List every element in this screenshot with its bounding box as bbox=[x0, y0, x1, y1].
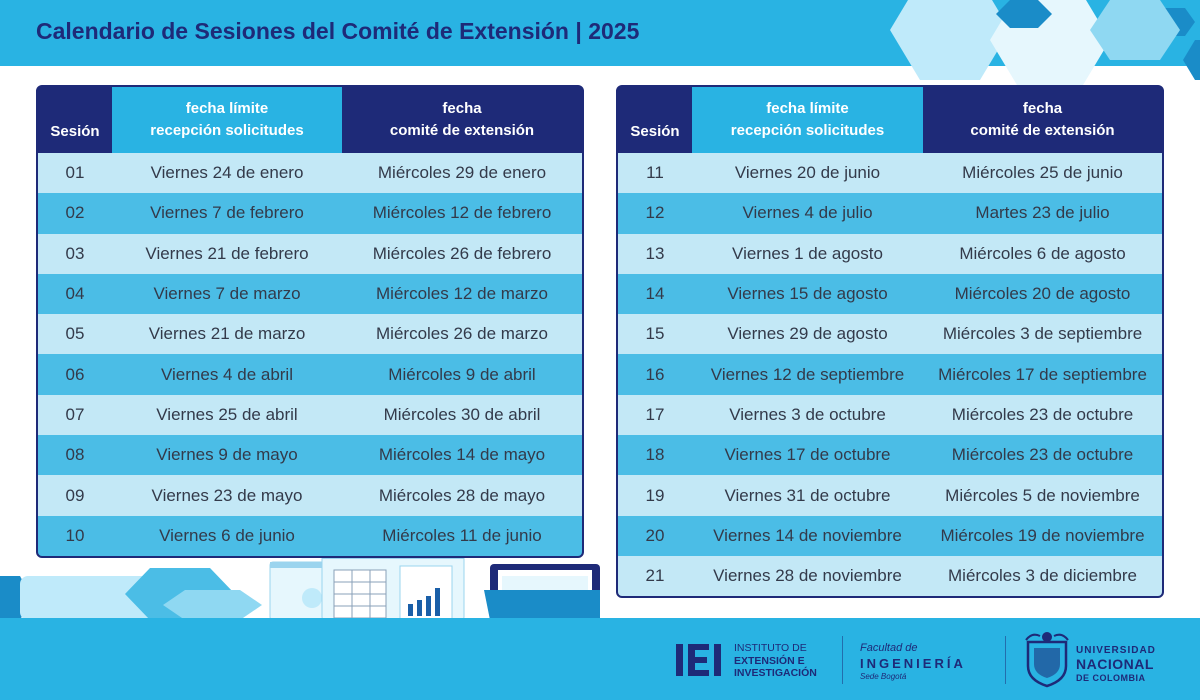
cell-fecha-comite: Miércoles 3 de septiembre bbox=[923, 314, 1162, 354]
cell-sesion: 12 bbox=[618, 193, 692, 233]
un-line3: DE COLOMBIA bbox=[1076, 673, 1146, 683]
cell-fecha-comite: Miércoles 23 de octubre bbox=[923, 435, 1162, 475]
cell-fecha-limite: Viernes 31 de octubre bbox=[692, 475, 923, 515]
cell-fecha-comite: Miércoles 25 de junio bbox=[923, 153, 1162, 193]
cell-sesion: 02 bbox=[38, 193, 112, 233]
cell-fecha-comite: Miércoles 20 de agosto bbox=[923, 274, 1162, 314]
table-row bbox=[38, 475, 582, 515]
cell-sesion: 08 bbox=[38, 435, 112, 475]
table-row bbox=[618, 354, 1162, 394]
cell-sesion: 11 bbox=[618, 153, 692, 193]
cell-fecha-comite: Miércoles 14 de mayo bbox=[342, 435, 582, 475]
cell-fecha-comite: Miércoles 26 de marzo bbox=[342, 314, 582, 354]
table-row bbox=[618, 516, 1162, 556]
un-line1: UNIVERSIDAD bbox=[1076, 645, 1156, 656]
cell-fecha-comite: Miércoles 19 de noviembre bbox=[923, 516, 1162, 556]
fac-line3: Sede Bogotá bbox=[860, 672, 907, 681]
iei-logo-text bbox=[734, 642, 817, 680]
cell-fecha-limite: Viernes 1 de agosto bbox=[692, 234, 923, 274]
cell-fecha-limite: Viernes 9 de mayo bbox=[112, 435, 342, 475]
cell-fecha-comite: Miércoles 12 de febrero bbox=[342, 193, 582, 233]
cell-sesion: 04 bbox=[38, 274, 112, 314]
page-title: Calendario de Sesiones del Comité de Extensión | 2025 bbox=[36, 18, 640, 44]
iei-line1: INSTITUTO DE bbox=[734, 642, 807, 654]
cell-fecha-limite: Viernes 28 de noviembre bbox=[692, 556, 923, 596]
fac-line2: INGENIERÍA bbox=[860, 656, 966, 671]
cell-fecha-comite: Miércoles 12 de marzo bbox=[342, 274, 582, 314]
footer-band bbox=[0, 618, 1200, 700]
cell-sesion: 13 bbox=[618, 234, 692, 274]
cell-fecha-limite: Viernes 14 de noviembre bbox=[692, 516, 923, 556]
cell-fecha-limite: Viernes 4 de julio bbox=[692, 193, 923, 233]
cell-fecha-limite: Viernes 7 de marzo bbox=[112, 274, 342, 314]
cell-fecha-limite: Viernes 12 de septiembre bbox=[692, 354, 923, 394]
cell-fecha-comite: Miércoles 30 de abril bbox=[342, 395, 582, 435]
table-row bbox=[618, 193, 1162, 233]
cell-fecha-limite: Viernes 15 de agosto bbox=[692, 274, 923, 314]
university-seal-icon bbox=[1022, 630, 1072, 688]
cell-fecha-comite: Miércoles 17 de septiembre bbox=[923, 354, 1162, 394]
cell-fecha-limite: Viernes 21 de febrero bbox=[112, 234, 342, 274]
iei-logo-icon bbox=[676, 642, 726, 678]
cell-fecha-comite: Miércoles 3 de diciembre bbox=[923, 556, 1162, 596]
cell-fecha-comite: Martes 23 de julio bbox=[923, 193, 1162, 233]
iei-line2: EXTENSIÓN E bbox=[734, 654, 805, 667]
cell-sesion: 16 bbox=[618, 354, 692, 394]
cell-fecha-limite: Viernes 4 de abril bbox=[112, 354, 342, 394]
table-row bbox=[38, 395, 582, 435]
cell-fecha-limite: Viernes 3 de octubre bbox=[692, 395, 923, 435]
header-sesion: Sesión bbox=[618, 87, 692, 153]
cell-sesion: 06 bbox=[38, 354, 112, 394]
cell-fecha-limite: Viernes 29 de agosto bbox=[692, 314, 923, 354]
cell-fecha-limite: Viernes 23 de mayo bbox=[112, 475, 342, 515]
table-row bbox=[38, 274, 582, 314]
cell-sesion: 21 bbox=[618, 556, 692, 596]
cell-fecha-limite: Viernes 25 de abril bbox=[112, 395, 342, 435]
cell-fecha-limite: Viernes 21 de marzo bbox=[112, 314, 342, 354]
table-row bbox=[618, 314, 1162, 354]
cell-fecha-limite: Viernes 24 de enero bbox=[112, 153, 342, 193]
facultad-logo-text bbox=[860, 640, 966, 682]
table-row bbox=[38, 435, 582, 475]
cell-fecha-limite: Viernes 6 de junio bbox=[112, 516, 342, 556]
header-fecha-comite: fecha comité de extensión bbox=[923, 87, 1162, 153]
logo-divider bbox=[842, 636, 843, 684]
cell-fecha-comite: Miércoles 11 de junio bbox=[342, 516, 582, 556]
cell-fecha-comite: Miércoles 5 de noviembre bbox=[923, 475, 1162, 515]
schedule-table-left bbox=[36, 85, 584, 558]
table-row bbox=[618, 435, 1162, 475]
table-header-row bbox=[38, 87, 582, 153]
cell-fecha-comite: Miércoles 29 de enero bbox=[342, 153, 582, 193]
table-row bbox=[618, 475, 1162, 515]
table-row bbox=[38, 193, 582, 233]
cell-sesion: 09 bbox=[38, 475, 112, 515]
cell-fecha-comite: Miércoles 23 de octubre bbox=[923, 395, 1162, 435]
cell-sesion: 01 bbox=[38, 153, 112, 193]
table-row bbox=[618, 556, 1162, 596]
table-row bbox=[38, 314, 582, 354]
header-fecha-limite: fecha límite recepción solicitudes bbox=[112, 87, 342, 153]
cell-sesion: 14 bbox=[618, 274, 692, 314]
logo-divider bbox=[1005, 636, 1006, 684]
cell-fecha-comite: Miércoles 9 de abril bbox=[342, 354, 582, 394]
header-sesion: Sesión bbox=[38, 87, 112, 153]
un-line2: NACIONAL bbox=[1076, 656, 1154, 672]
cell-sesion: 15 bbox=[618, 314, 692, 354]
cell-sesion: 19 bbox=[618, 475, 692, 515]
table-row bbox=[38, 516, 582, 556]
cell-fecha-comite: Miércoles 6 de agosto bbox=[923, 234, 1162, 274]
header-fecha-comite: fecha comité de extensión bbox=[342, 87, 582, 153]
cell-sesion: 07 bbox=[38, 395, 112, 435]
cell-fecha-comite: Miércoles 28 de mayo bbox=[342, 475, 582, 515]
table-row bbox=[38, 234, 582, 274]
cell-sesion: 20 bbox=[618, 516, 692, 556]
header-fecha-limite: fecha límite recepción solicitudes bbox=[692, 87, 923, 153]
cell-fecha-comite: Miércoles 26 de febrero bbox=[342, 234, 582, 274]
table-row bbox=[618, 395, 1162, 435]
cell-fecha-limite: Viernes 17 de octubre bbox=[692, 435, 923, 475]
cell-sesion: 03 bbox=[38, 234, 112, 274]
fac-line1: Facultad de bbox=[860, 642, 918, 654]
table-header-row bbox=[618, 87, 1162, 153]
table-row bbox=[38, 153, 582, 193]
table-row bbox=[618, 234, 1162, 274]
schedule-table-right bbox=[616, 85, 1164, 598]
cell-fecha-limite: Viernes 20 de junio bbox=[692, 153, 923, 193]
iei-line3: INVESTIGACIÓN bbox=[734, 667, 817, 679]
table-row bbox=[618, 153, 1162, 193]
table-row bbox=[38, 354, 582, 394]
unal-logo-text bbox=[1076, 644, 1156, 685]
office-illustration bbox=[0, 548, 610, 620]
table-row bbox=[618, 274, 1162, 314]
cell-sesion: 18 bbox=[618, 435, 692, 475]
cell-fecha-limite: Viernes 7 de febrero bbox=[112, 193, 342, 233]
cell-sesion: 10 bbox=[38, 516, 112, 556]
cell-sesion: 05 bbox=[38, 314, 112, 354]
cell-sesion: 17 bbox=[618, 395, 692, 435]
